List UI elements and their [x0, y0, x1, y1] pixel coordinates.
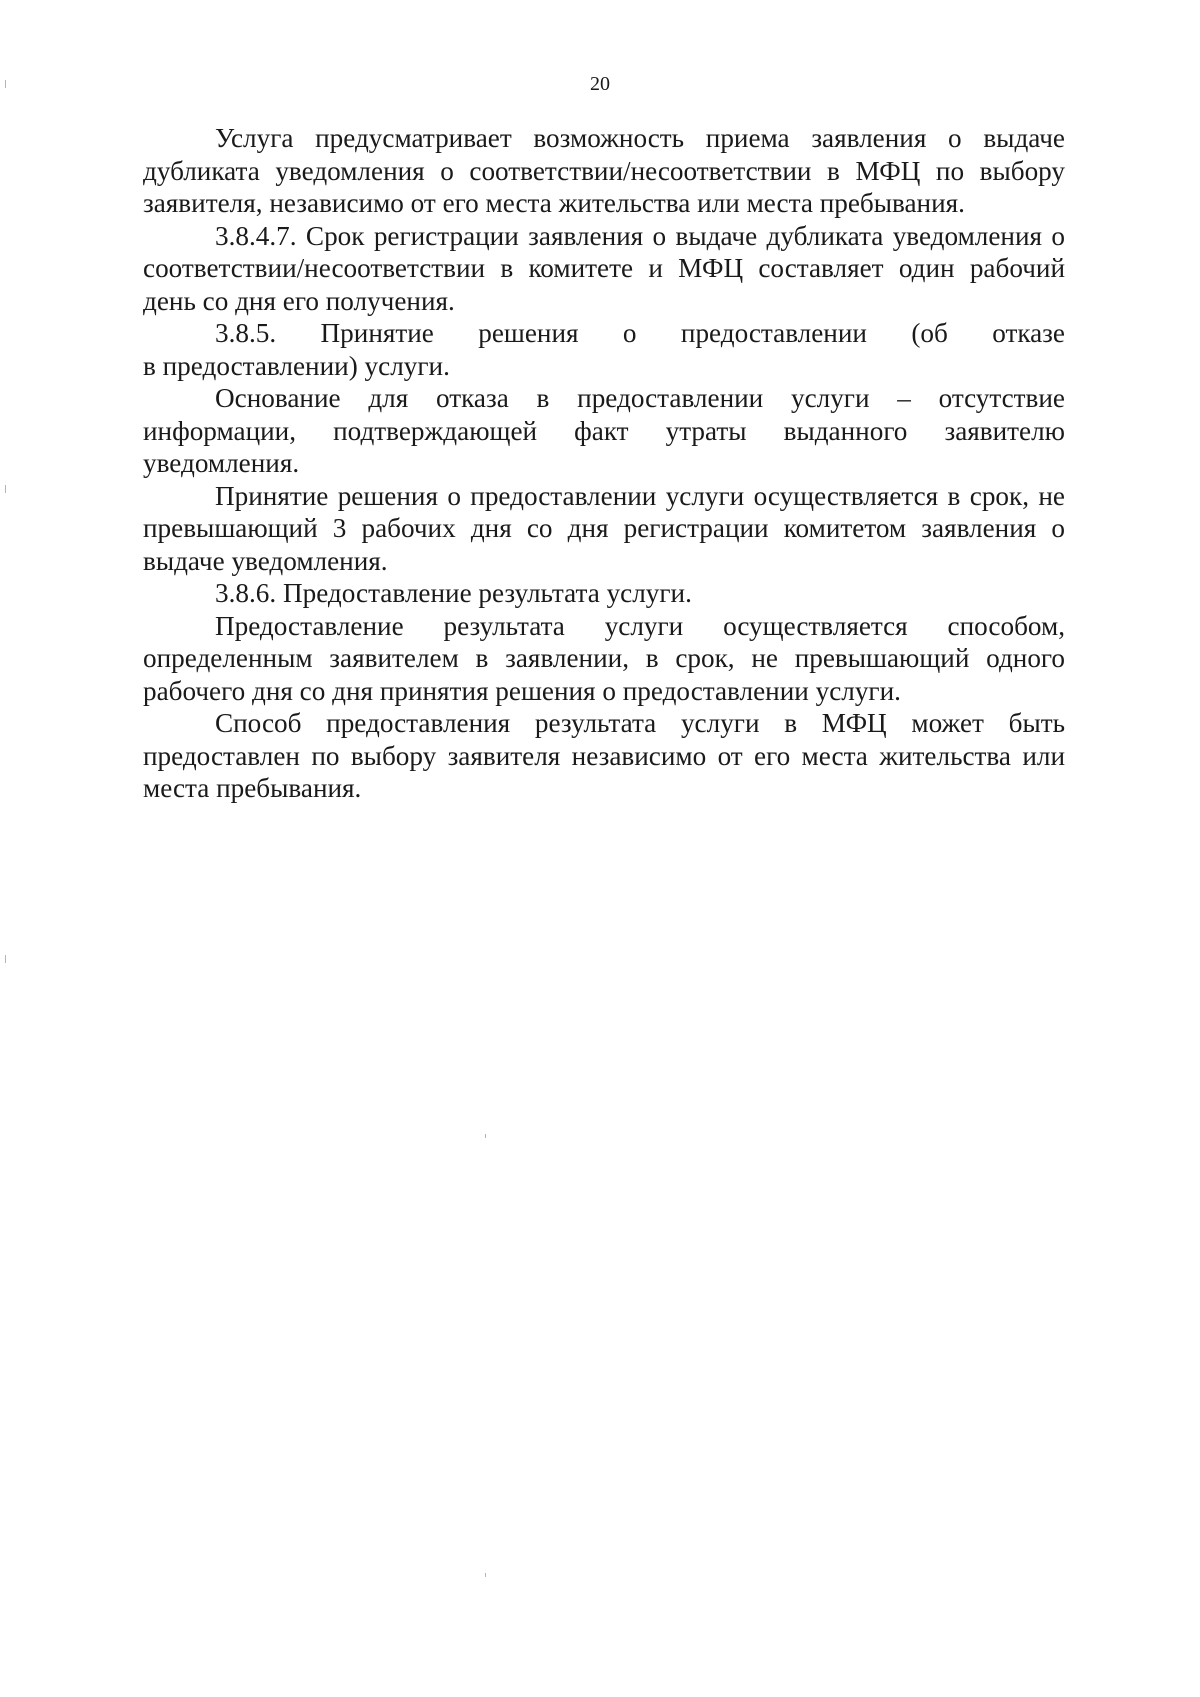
section-3-8-5-word: решения [478, 318, 579, 348]
paragraph-refusal-grounds: Основание для отказа в предоставлении услуги – отсутствие информации, подтверждающей факт утраты выданного заявителю уведомления. [143, 383, 1065, 478]
paragraph-3-8-4-7: 3.8.4.7. Срок регистрации заявления о выдаче дубликата уведомления о соответствии/несоответствии в комитете и МФЦ составляет один рабочий день со дня его получения. [143, 220, 1065, 316]
document-body [143, 122, 1065, 805]
paragraph-result-method: Способ предоставления результата услуги в МФЦ может быть предоставлен по выбору заявителя независимо от его места жительства или места пребывания. [143, 708, 1065, 803]
paragraph-duplicate-request: Услуга предусматривает возможность приема заявления о выдаче дубликата уведомления о соответствии/несоответствии в МФЦ по выбору заявителя, независимо от его места жительства или места пребывания. [143, 123, 1065, 218]
section-3-8-5-first-line [215, 317, 1065, 350]
section-3-8-5-continuation: в предоставлении) услуги. [143, 350, 450, 381]
page-number: 20 [590, 73, 610, 95]
paragraph-result-provision: Предоставление результата услуги осуществляется способом, определенным заявителем в заявлении, в срок, не превышающий одного рабочего дня со дня принятия решения о предоставлении услуги. [143, 610, 1065, 706]
section-3-8-6-heading: 3.8.6. Предоставление результата услуги. [215, 578, 692, 608]
section-3-8-5-word: 3.8.5. [215, 318, 277, 348]
section-3-8-5-word: (об [911, 318, 948, 348]
section-3-8-5 [143, 317, 1065, 382]
section-3-8-5-word: предоставлении [680, 318, 867, 348]
scan-artifact [5, 485, 6, 493]
scan-artifact [485, 1573, 486, 1577]
scan-artifact [5, 80, 6, 88]
section-3-8-5-word: отказе [992, 318, 1065, 348]
section-3-8-5-word: Принятие [320, 318, 434, 348]
scan-artifact [5, 955, 6, 963]
section-3-8-5-word: о [622, 318, 637, 348]
scan-artifact [485, 1134, 486, 1138]
paragraph-decision-term: Принятие решения о предоставлении услуги осуществляется в срок, не превышающий 3 рабочих дня со дня регистрации комитетом заявления о выдаче уведомления. [143, 480, 1065, 576]
